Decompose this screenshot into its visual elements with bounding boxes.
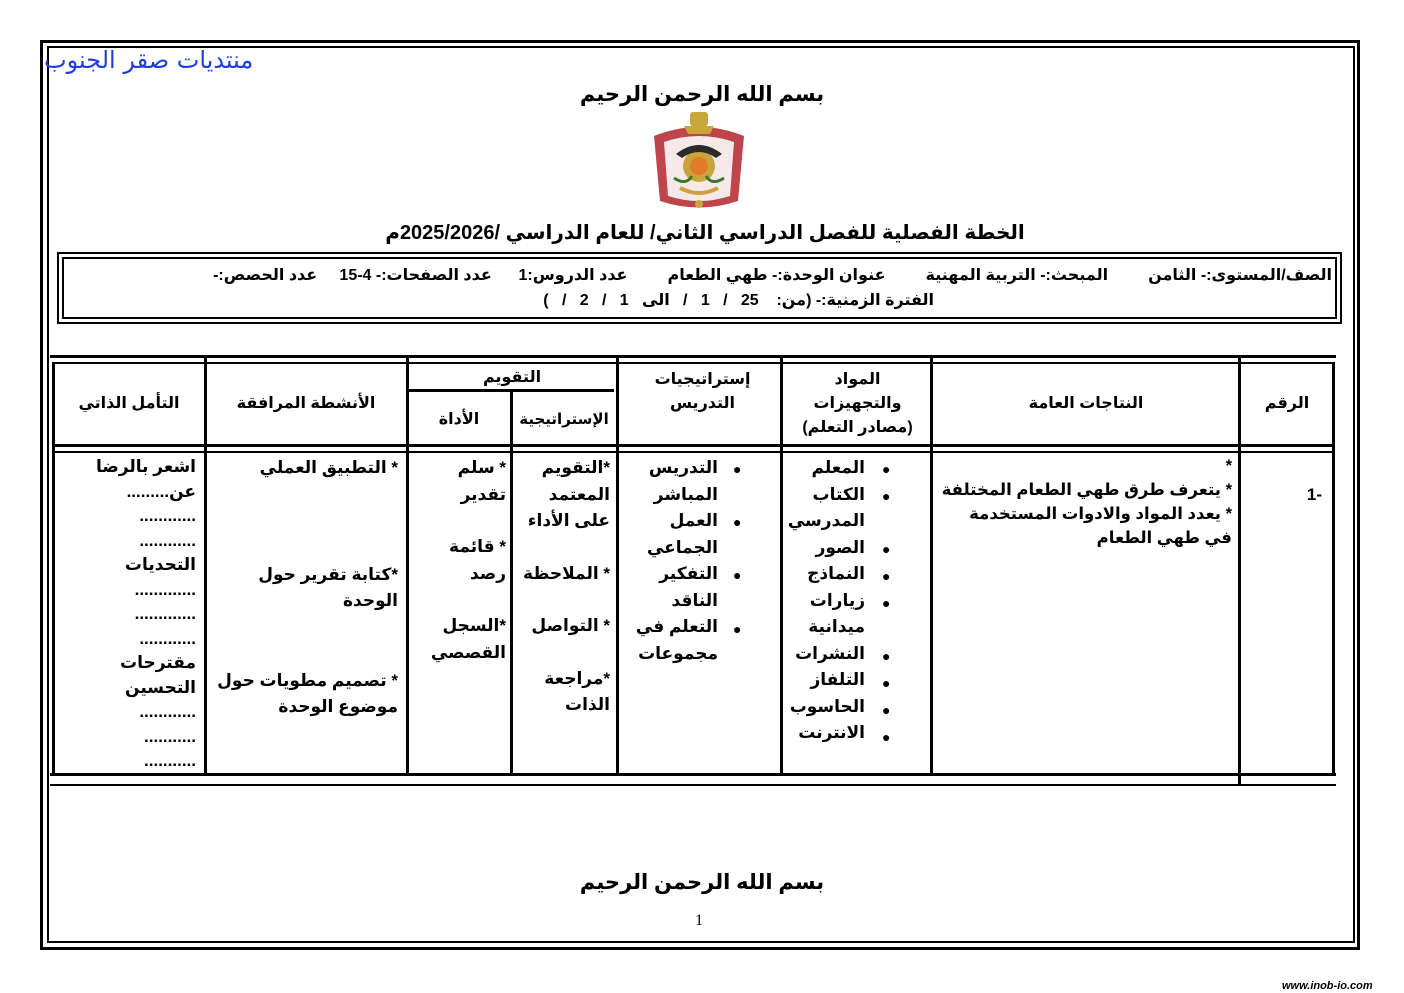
- reflection-improvement: مقترحات التحسين: [120, 653, 196, 697]
- reflection-dots: .............: [134, 604, 196, 623]
- material-item: التلفاز: [810, 670, 865, 689]
- outcome-item: * يعدد المواد والادوات المستخدمة في طهي الطعام: [969, 505, 1232, 547]
- bullet-icon: ●: [882, 675, 891, 691]
- bullet-icon: ●: [882, 461, 891, 477]
- reflection-cell: [60, 455, 196, 774]
- reflection-dots: ............: [139, 628, 196, 648]
- header-eval-tool: الأداة: [438, 411, 480, 428]
- table-header-bottom-border: [55, 444, 1333, 447]
- col-line: [930, 355, 933, 776]
- header-materials: المواد والتجهيزات (مصادر التعلم): [802, 371, 913, 436]
- bullet-icon: ●: [882, 729, 891, 745]
- outcome-item: * يتعرف طرق طهي الطعام المختلفة: [941, 481, 1232, 499]
- bullet-icon: ●: [882, 648, 891, 664]
- col-line: [406, 355, 409, 776]
- strategies-cell: [630, 455, 718, 667]
- material-item: الكتاب المدرسي: [787, 484, 865, 530]
- bullet-icon: ●: [733, 621, 742, 637]
- bullet-icon: ●: [882, 568, 891, 584]
- bullet-icon: ●: [882, 541, 891, 557]
- row-number: -1: [1306, 485, 1322, 504]
- reflection-dots: ............: [139, 506, 196, 525]
- material-item: الحاسوب: [789, 696, 865, 716]
- col-line: [204, 355, 207, 776]
- activity-item: * التطبيق العملي: [259, 458, 398, 477]
- col-line: [616, 355, 619, 776]
- reflection-dots: ...........: [144, 751, 196, 770]
- eval-tool-item: *السجل القصصي: [430, 616, 506, 662]
- basmala-top: بسم الله الرحمن الرحيم: [579, 83, 825, 106]
- col-line: [1332, 362, 1335, 776]
- material-item: النماذج: [807, 564, 865, 583]
- header-outcomes: النتاجات العامة: [1028, 395, 1144, 412]
- material-item: الصور: [815, 537, 865, 557]
- outcome-item: *: [1225, 457, 1232, 475]
- reflection-challenges: التحديات: [124, 555, 196, 574]
- reflection-dots: ............: [139, 702, 196, 721]
- outcomes-cell: [940, 454, 1232, 550]
- header-evaluation: التقويم: [482, 369, 542, 386]
- table-top-inner-border: [55, 362, 1333, 364]
- activity-item: * تصميم مطويات حول موضوع الوحدة: [217, 670, 398, 716]
- strategy-item: العمل الجماعي: [646, 511, 718, 557]
- materials-cell: [787, 455, 865, 747]
- footer-url: www.inob-io.com: [1282, 980, 1373, 992]
- eval-tool-item: * سلم تقدير: [457, 458, 506, 504]
- bullet-icon: ●: [733, 461, 742, 477]
- page-number: 1: [695, 912, 703, 929]
- basmala-bottom: بسم الله الرحمن الرحيم: [579, 871, 825, 894]
- eval-strategy-item: *مراجعة الذات: [544, 668, 610, 714]
- eval-strategy-item: * الملاحظة: [523, 563, 610, 583]
- eval-tool-item: * قائمة رصد: [449, 537, 506, 583]
- eval-strategy-item: *التقويم المعتمد على الأداء: [527, 458, 610, 530]
- reflection-dots: .............: [134, 579, 196, 599]
- plan-title: الخطة الفصلية للفصل الدراسي الثاني/ للعام الدراسي /2025/2026م: [385, 222, 1025, 244]
- col-line: [510, 392, 513, 776]
- table-top-border: [50, 355, 1336, 358]
- material-item: زيارات ميدانية: [808, 590, 865, 636]
- eval-tools-cell: [414, 455, 506, 666]
- activities-cell: [212, 455, 398, 721]
- col-line: [780, 355, 783, 776]
- info-line-class-subject: الصف/المستوى:- الثامن المبحث:- التربية المهنية عنوان الوحدة:- طهي الطعام عدد الدروس:1 عدد الصفحات:- 4-15 عدد الحصص:-: [213, 267, 1332, 284]
- header-activities: الأنشطة المرافقة: [236, 395, 376, 412]
- strategy-item: التدريس المباشر: [648, 458, 718, 504]
- reflection-dots: ............: [139, 530, 196, 550]
- bullet-icon: ●: [733, 514, 742, 530]
- bullet-icon: ●: [882, 595, 891, 611]
- col-line: [1238, 355, 1241, 785]
- material-item: النشرات: [795, 643, 865, 663]
- reflection-dots: ...........: [144, 726, 196, 746]
- eval-strategies-cell: [518, 455, 610, 719]
- bullet-icon: ●: [882, 702, 891, 718]
- table-header-bottom-inner: [55, 451, 1333, 453]
- strategy-item: التفكير الناقد: [659, 564, 718, 610]
- jordan-emblem-icon: [646, 106, 752, 216]
- header-number: الرقم: [1264, 395, 1310, 412]
- activity-item: *كتابة تقرير حول الوحدة: [258, 564, 398, 610]
- eval-strategy-item: * التواصل: [531, 616, 610, 635]
- strategy-item: التعلم في مجموعات: [635, 617, 718, 663]
- header-strategies: إستراتيجيات التدريس: [654, 371, 751, 412]
- info-line-period: الفترة الزمنية:- (من: 25 / 1 / الى 1 / 2 / ): [543, 292, 934, 309]
- table-bottom-border: [50, 773, 1336, 776]
- header-reflection: التأمل الذاتي: [78, 395, 180, 412]
- col-line: [52, 362, 55, 776]
- material-item: الانترنت: [798, 723, 865, 742]
- header-eval-strategy: الإستراتيجية: [519, 411, 609, 428]
- material-item: المعلم: [811, 458, 865, 477]
- bullet-icon: ●: [733, 567, 742, 583]
- bullet-icon: ●: [882, 488, 891, 504]
- reflection-satisfaction: اشعر بالرضا عن.........: [96, 457, 196, 501]
- table-bottom-outer-border: [50, 784, 1336, 786]
- watermark-text: منتديات صقر الجنوب: [44, 46, 254, 74]
